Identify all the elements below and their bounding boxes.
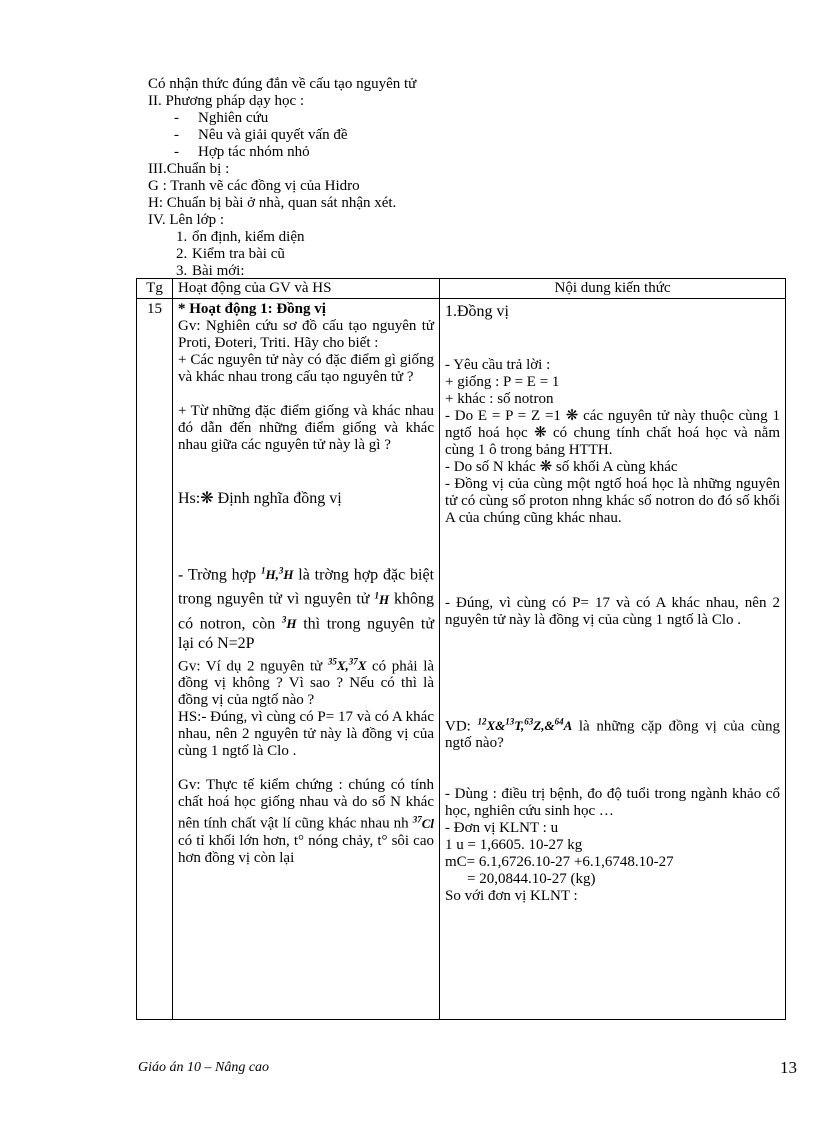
content-line: - Đơn vị KLNT : u (445, 820, 559, 837)
student-answer: Hs:❋ Định nghĩa đồng vị (178, 490, 342, 507)
prep-teacher: G : Tranh vẽ các đồng vị của Hidro (148, 178, 360, 194)
activities-cell (173, 299, 440, 1020)
activity-title: * Hoạt động 1: Đồng vị (178, 301, 326, 317)
content-line: - Yêu cầu trả lời : (445, 357, 551, 373)
header-time: Tg (137, 279, 173, 299)
objective-line: Có nhận thức đúng đắn về cấu tạo nguyên tử (148, 76, 417, 92)
method-item: - Nghiên cứu (174, 110, 269, 126)
content-cell (440, 299, 786, 1020)
isotope-cl37-formula: $^{37}$Cl (412, 814, 434, 831)
header-content: Nội dung kiến thức (440, 279, 786, 299)
footer-title: Giáo án 10 – Nâng cao (138, 1060, 270, 1075)
activity-question: + Các nguyên tử này có đặc điểm gì giống và khác nhau trong cấu tạo nguyên tử ? (178, 352, 434, 385)
lesson-table (136, 278, 786, 1020)
arrow-symbol: ❋ (200, 490, 214, 507)
isotope-h1-h3-formula: $^1$H,$^3$H (260, 566, 294, 583)
time-cell: 15 (137, 299, 173, 1020)
isotope-pairs-formula: $^{12}$X&$^{13}$T,$^{63}$Z,&$^{64}$A (477, 717, 573, 734)
method-item: - Nêu và giải quyết vấn đề (174, 127, 348, 143)
activity-question: + Từ những đặc điểm giống và khác nhau đó dẫn đến những điểm giống và khác nhau giữa các nguyên tử này là gì ? (178, 403, 434, 453)
example-line: VD: $^{12}$X&$^{13}$T,$^{63}$Z,&$^{64}$A là những cặp đồng vị của cùng ngtố nào? (445, 717, 781, 752)
class-step: 1. ổn định, kiểm diện (176, 229, 305, 245)
teacher-example: Gv: Ví dụ 2 nguyên tử $^{35}$X,$^{37}$X có phải là đồng vị không ? Vì sao ? Nếu có thì là đồng vị của ngtố nào ? (178, 656, 435, 709)
isotope-h1-formula: $^1$H (374, 590, 390, 607)
method-item: - Hợp tác nhóm nhỏ (174, 144, 310, 160)
content-line: = 20,0844.10-27 (kg) (467, 871, 596, 888)
table-row (137, 299, 786, 1020)
page-number: 13 (780, 1058, 797, 1077)
isotope-definition: - Đồng vị của cùng một ngtố hoá học là những nguyên tử có cùng số proton nhng khác số notron do đó số khối A của chúng cũng khác nhau. (445, 476, 780, 526)
content-title: 1.Đồng vị (445, 303, 509, 320)
content-line: So với đơn vị KLNT : (445, 888, 578, 905)
class-step: 2. Kiểm tra bài cũ (176, 246, 285, 262)
content-line: - Do số N khác ❋ số khối A cùng khác (445, 459, 678, 475)
activity-question: Gv: Nghiên cứu sơ đồ cấu tạo nguyên tử Proti, Đoteri, Triti. Hãy cho biết : (178, 318, 434, 351)
section-class-heading: IV. Lên lớp : (148, 212, 224, 228)
hydrogen-special-case: - Trờng hợp $^1$H,$^3$H là trờng hợp đặc biệt trong nguyên tử vì nguyên tử $^1$H không có notron, còn $^3$H thì trong nguyên tử lại có N=2P (178, 566, 435, 652)
table-header-row (137, 279, 786, 299)
content-line: - Do E = P = Z =1 ❋ các nguyên tử này thuộc cùng 1 ngtố hoá học ❋ có chung tính chất hoá học và nằm cùng 1 ô trong bảng HTTH. (445, 408, 780, 458)
content-line: + giống : P = E = 1 (445, 374, 560, 390)
prep-student: H: Chuẩn bị bài ở nhà, quan sát nhận xét. (148, 195, 397, 211)
teacher-fact: Gv: Thực tế kiểm chứng : chúng có tính chất hoá học giống nhau và do số N khác nên tính chất vật lí cũng khác nhau nh $^{37}$Cl có tỉ khối lớn hơn, t° nóng chảy, t° sôi cao hơn đồng vị còn lại (178, 777, 434, 866)
header-activities: Hoạt động của GV và HS (173, 279, 440, 299)
isotope-x-formula: $^{35}$X,$^{37}$X (327, 656, 367, 674)
class-step: 3. Bài mới: (176, 263, 245, 279)
content-line: mC= 6.1,6726.10-27 +6.1,6748.10-27 (445, 854, 674, 871)
content-line: 1 u = 1,6605. 10-27 kg (445, 837, 583, 854)
content-line: - Dùng : điều trị bệnh, đo độ tuổi trong ngành khảo cổ học, nghiên cứu sinh học … (445, 786, 780, 820)
content-line: + khác : số notron (445, 391, 554, 407)
section-prep-heading: III.Chuẩn bị : (148, 161, 230, 177)
isotope-h3-formula: $^3$H (281, 614, 297, 631)
student-answer: HS:- Đúng, vì cùng có P= 17 và có A khác nhau, nên 2 nguyên tử này là đồng vị của cùng 1 ngtố là Clo . (178, 709, 434, 760)
content-line: - Đúng, vì cùng có P= 17 và có A khác nhau, nên 2 nguyên tử này là đồng vị của cùng 1 ngtố là Clo . (445, 595, 780, 628)
section-methods-heading: II. Phương pháp dạy học : (148, 93, 305, 109)
lesson-intro (148, 76, 788, 280)
